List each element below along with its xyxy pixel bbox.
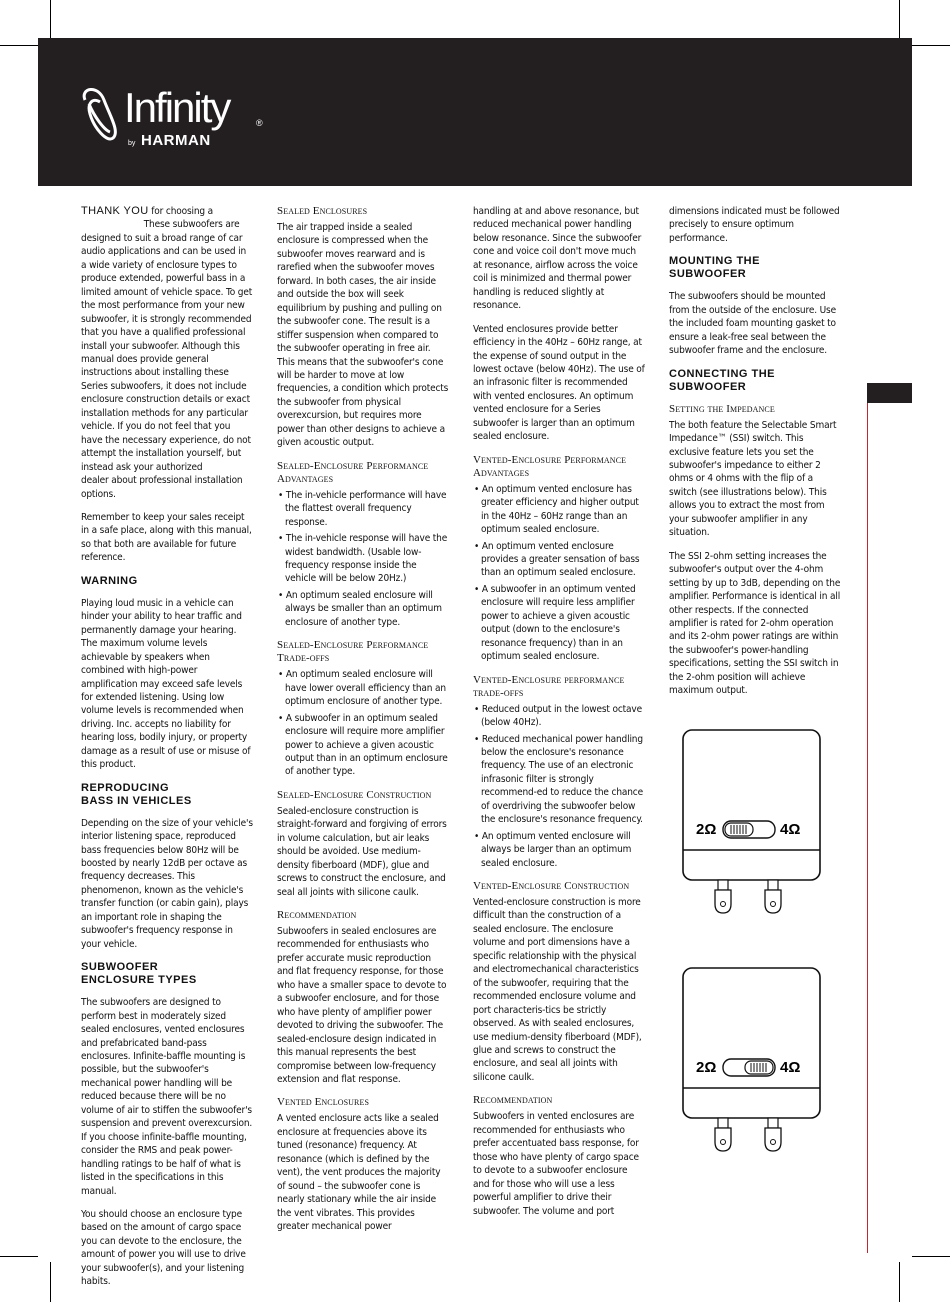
- list-item: • A subwoofer in an optimum sealed enclosure will require more amplifier power to achieve a given acoustic output than in an optimum enclosure of another type.: [277, 712, 449, 779]
- sealed-recommendation-paragraph: Subwoofers in sealed enclosures are recommended for enthusiasts who prefer accurate music reproduction and flat frequency response, for those who have a smaller space to devote to a subwoofer enclosure, and for those who have plenty of amplifier power devoted to driving the subwoofer. The sealed-enclosure design indicated in this manual represents the best compromise between low-frequency extension and flat response.: [277, 926, 447, 1086]
- svg-text:4Ω: 4Ω: [780, 1059, 801, 1076]
- sealed-paragraph: The air trapped inside a sealed enclosure is compressed when the subwoofer moves rearward and is rarefied when the subwoofer moves forward. In both cases, the air inside and outside the box will seek equilibrium by pushing and pulling on the subwoofer cone. The result is a stiffer suspension when compared to the subwoofer operating in free air. This means that the subwoofer's cone will be harder to move at low frequencies, a condition which protects the subwoofer from physical overexcursion, but requires more power than other designs to achieve a given acoustic output.: [277, 222, 449, 449]
- bass-paragraph: Depending on the size of your vehicle's interior listening space, reproduced bass frequencies below 80Hz will be boosted by nearly 12dB per octave as frequency decreases. This phenomenon, known as the vehicle's transfer function (or cabin gain), plays an important role in shaping the subwoofer's frequency response in your vehicle.: [81, 817, 253, 950]
- infinity-logo: [80, 82, 280, 152]
- list-item: • An optimum vented enclosure has greater efficiency and higher output in the 40Hz – 60Hz range than an optimum sealed enclosure.: [473, 483, 645, 537]
- vented-recommendation-heading: Recommendation: [473, 1094, 553, 1107]
- vented-recommendation-paragraph: Subwoofers in vented enclosures are recommended for enthusiasts who prefer accentuated bass response, for those who have plenty of cargo space to devote to a subwoofer enclosure and for those who will use a less powerful amplifier to drive their subwoofer. The volume and port: [473, 1111, 639, 1217]
- impedance-heading: Setting the Impedance: [669, 402, 775, 415]
- vented-tradeoffs-heading: Vented-Enclosure performance trade-offs: [473, 673, 625, 699]
- crop-mark: [899, 1262, 900, 1302]
- list-item: • The in-vehicle performance will have the flattest overall frequency response.: [277, 489, 449, 529]
- vented-enclosures-heading: Vented Enclosures: [277, 1096, 370, 1109]
- list-item: • An optimum sealed enclosure will have lower overall efficiency than an optimum enclosure of another type.: [277, 668, 449, 708]
- column-1: [81, 205, 253, 1299]
- list-item: • Reduced output in the lowest octave (below 40Hz).: [473, 703, 645, 730]
- intro-text-a: for choosing a: [151, 206, 214, 217]
- enclosure-paragraph: The subwoofers are designed to perform best in moderately sized sealed enclosures, vented enclosures and prefabricated band-pass enclosures. Infinite-baffle mounting is possible, but the subwoofer's mechanical power handling will be reduced because there will be no volume of air to stiffen the subwoofer's suspension and prevent overexcursion. If you choose infinite-baffle mounting, consider the RMS and peak power-handling ratings to be half of what is listed in the specifications in this manual.: [81, 997, 253, 1197]
- sealed-construction-heading: Sealed-Enclosure Construction: [277, 788, 432, 801]
- vented-tradeoffs-list: [473, 703, 645, 870]
- vented-advantages-heading: Vented-Enclosure Performance Advantages: [473, 453, 627, 479]
- list-item: • A subwoofer in an optimum vented enclosure will require less amplifier power to achieve a given acoustic output (down to the enclosure's resonance frequency) than in an optimum sealed enclosure.: [473, 583, 645, 664]
- mounting-heading: MOUNTING THE SUBWOOFER: [669, 255, 760, 281]
- crop-mark: [0, 1256, 38, 1257]
- intro-text-b: These subwoofers are designed to suit a broad range of car audio applications and can be used in a wide variety of enclosure types to produce extended, powerful bass in a limited amount of vehicle space. To get the most performance from your new subwoofer, it is strongly recommended that you have a qualified professional install your subwoofer. Although this manual does provide general instructions about installing these Series subwoofers, it does not include enclosure construction details or exact installation methods for any particular vehicle. If you do not feel that you have the necessary experience, do not attempt the installation yourself, but instead ask your authorized: [81, 219, 253, 473]
- column-4: [669, 205, 841, 708]
- column-3: [473, 205, 645, 1228]
- list-item: • An optimum sealed enclosure will always be smaller than an optimum enclosure of another type.: [277, 589, 449, 629]
- mounting-paragraph: The subwoofers should be mounted from the outside of the enclosure. Use the included foam mounting gasket to ensure a leak-free seal between the subwoofer frame and the enclosure.: [669, 291, 836, 357]
- dimensions-paragraph: dimensions indicated must be followed precisely to ensure optimum performance.: [669, 206, 840, 244]
- sealed-enclosures-heading: Sealed Enclosures: [277, 205, 368, 217]
- warning-heading: WARNING: [81, 574, 138, 587]
- svg-text:by: by: [128, 140, 136, 147]
- column-2: [277, 205, 449, 1244]
- list-item: • An optimum vented enclosure provides a greater sensation of bass than an optimum sealed enclosure.: [473, 540, 645, 580]
- sealed-recommendation-heading: Recommendation: [277, 909, 357, 922]
- list-item: • The in-vehicle response will have the widest bandwidth. (Usable low-frequency response inside the vehicle will be below 20Hz.): [277, 532, 449, 586]
- receipt-paragraph: Remember to keep your sales receipt in a safe place, along with this manual, so that both are available for future reference.: [81, 511, 252, 564]
- crop-mark: [50, 1262, 51, 1302]
- switch-slider: [745, 1061, 773, 1074]
- vented-paragraph: A vented enclosure acts like a sealed enclosure at frequencies above its tuned (resonance) frequency. At resonance (which is defined by the vent), the vent produces the majority of sound – the subwoofer cone is nearly stationary while the air inside the vent vibrates. This provides greater mechanical power: [277, 1113, 441, 1233]
- intro-paragraph: [81, 205, 253, 501]
- vented-construction-heading: Vented-Enclosure Construction: [473, 880, 630, 893]
- side-tab: [867, 383, 912, 403]
- side-rule: [867, 403, 868, 1253]
- svg-text:®: ®: [256, 118, 263, 128]
- sealed-advantages-list: [277, 489, 449, 630]
- switch-slider: [725, 823, 753, 836]
- svg-text:Infinity: Infinity: [124, 84, 230, 131]
- vented-construction-paragraph: Vented-enclosure construction is more difficult than the construction of a sealed enclosure. The enclosure volume and port dimensions have a specific relationship with the physical and electromechanical characteristics of the subwoofer, requiring that the recommended enclosure volume and port characteris-tics be strictly observed. As with sealed enclosures, use medium-density fiberboard (MDF), glue and screws to construct the enclosure, and seal all joints with silicone caulk.: [473, 897, 642, 1083]
- sealed-tradeoffs-list: [277, 668, 449, 779]
- svg-text:2Ω: 2Ω: [696, 1059, 717, 1076]
- vented-continued-paragraph: handling at and above resonance, but reduced mechanical power handling below resonance. Since the subwoofer cone and voice coil don't move much at resonance, airflow across the voice coil is minimized and thermal power handling is reduced slightly at resonance.: [473, 206, 642, 312]
- intro-text-c: dealer about professional installation options.: [81, 475, 243, 500]
- enclosure-choice-paragraph: You should choose an enclosure type based on the amount of cargo space you can devote to the enclosure, the amount of power you will use to drive your subwoofer(s), and your listening habits.: [81, 1209, 246, 1288]
- vented-advantages-list: [473, 483, 645, 664]
- impedance-switch-4ohm-illustration: [680, 966, 825, 1156]
- sealed-construction-paragraph: Sealed-enclosure construction is straight-forward and forgiving of errors in volume calculation, but air leaks should be avoided. Use medium-density fiberboard (MDF), glue and screws to construct the enclosure, and seal all joints with silicone caulk.: [277, 805, 447, 898]
- vented-efficiency-paragraph: Vented enclosures provide better efficiency in the 40Hz – 60Hz range, at the expense of sound output in the lowest octave (below 40Hz). The use of an infrasonic filter is recommended with vented enclosures. An optimum vented enclosure for a Series subwoofer is larger than an optimum sealed enclosure.: [473, 323, 645, 443]
- crop-mark: [912, 1256, 950, 1257]
- impedance-paragraph: The both feature the Selectable Smart Impedance™ (SSI) switch. This exclusive feature lets you set the subwoofer's impedance to either 2 ohms or 4 ohms with the flip of a switch (see illustrations below). This allows you to extract the most from your subwoofer amplifier in any situation.: [669, 419, 837, 539]
- list-item: • An optimum vented enclosure will always be larger than an optimum sealed enclosure.: [473, 830, 645, 870]
- ssi-paragraph: The SSI 2-ohm setting increases the subwoofer's output over the 4-ohm setting by up to 3dB, depending on the amplifier. Performance is identical in all other respects. If the connected amplifier is rated for 2-ohm operation and its 2-ohm power ratings are within the subwoofer's power-handling specifications, setting the SSI switch in the 2-ohm position will achieve maximum output.: [669, 550, 841, 697]
- crop-mark: [0, 45, 38, 46]
- warning-paragraph: Playing loud music in a vehicle can hinder your ability to hear traffic and permanently damage your hearing. The maximum volume levels achievable by speakers when combined with high-power amplification may exceed safe levels for extended listening. Using low volume levels is recommended when driving. Inc. accepts no liability for hearing loss, bodily injury, or property damage as a result of use or misuse of this product.: [81, 597, 251, 771]
- impedance-switch-2ohm-illustration: [680, 728, 825, 918]
- connecting-heading: CONNECTING THE SUBWOOFER: [669, 367, 775, 393]
- enclosure-types-heading: SUBWOOFER ENCLOSURE TYPES: [81, 961, 197, 987]
- list-item: • Reduced mechanical power handling below the enclosure's resonance frequency. The use of an electronic infrasonic filter is strongly recommend-ed to reduce the chance of overdriving the subwoofer below the enclosure's resonance frequency.: [473, 733, 645, 827]
- svg-text:HARMAN: HARMAN: [141, 132, 211, 149]
- sealed-advantages-heading: Sealed-Enclosure Performance Advantages: [277, 459, 429, 485]
- svg-text:2Ω: 2Ω: [696, 821, 717, 838]
- crop-mark: [912, 45, 950, 46]
- sealed-tradeoffs-heading: Sealed-Enclosure Performance Trade-offs: [277, 639, 429, 665]
- thank-you-caps: THANK YOU: [81, 205, 149, 217]
- svg-text:4Ω: 4Ω: [780, 821, 801, 838]
- reproducing-bass-heading: REPRODUCING BASS IN VEHICLES: [81, 781, 192, 807]
